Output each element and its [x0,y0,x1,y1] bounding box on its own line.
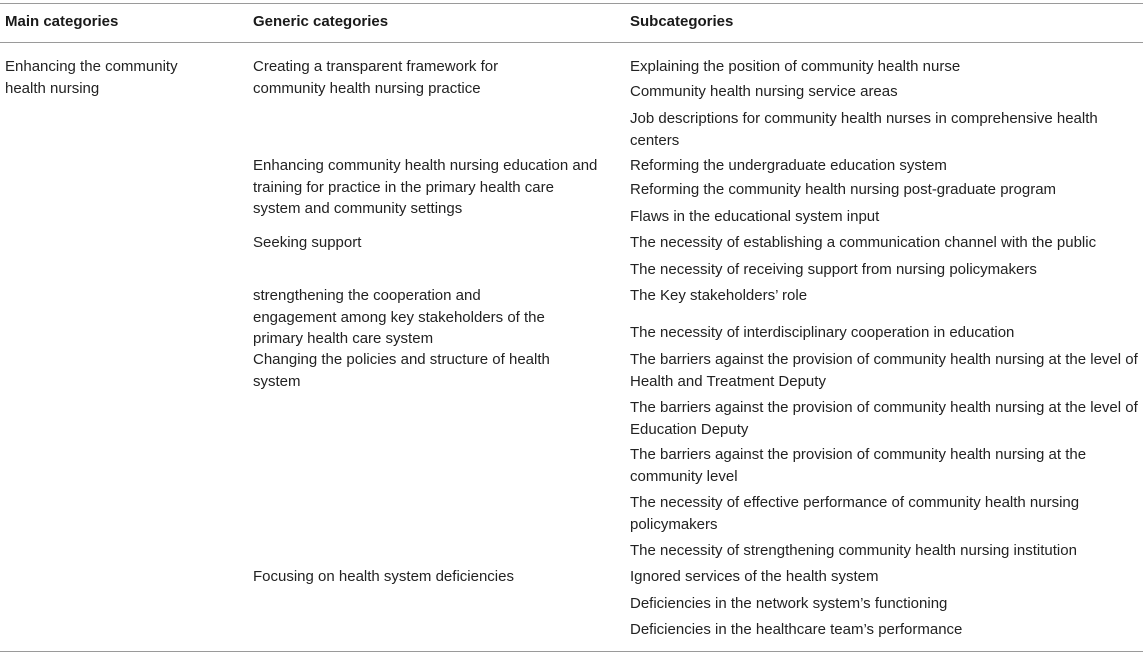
generic-category-cell: strengthening the cooperation and engagement among key stakeholders of the primary health care system [253,287,545,347]
header-generic-categories: Generic categories [253,13,389,30]
subcategory-cell: Ignored services of the health system [630,568,879,585]
subcategory-cell: Reforming the community health nursing post-graduate program [630,181,1057,198]
subcategory-cell: The barriers against the provision of community health nursing at the level of Education Deputy [630,399,1138,438]
subcategory-cell: The necessity of receiving support from nursing policymakers [630,261,1037,278]
header-main-categories: Main categories [5,13,119,30]
subcategory-cell: The barriers against the provision of community health nursing at the community level [630,446,1087,485]
table-top-rule [0,3,1143,4]
subcategory-cell: Flaws in the educational system input [630,208,880,225]
subcategory-cell: Explaining the position of community health nurse [630,58,961,75]
header-subcategories: Subcategories [630,13,734,30]
subcategory-cell: The Key stakeholders’ role [630,287,808,304]
subcategory-cell: Job descriptions for community health nurses in comprehensive health centers [630,110,1098,149]
generic-category-cell: Creating a transparent framework for community health nursing practice [253,58,499,97]
subcategory-cell: The necessity of establishing a communication channel with the public [630,234,1097,251]
generic-category-cell: Seeking support [253,234,362,251]
subcategory-cell: Deficiencies in the healthcare team’s performance [630,621,963,638]
subcategory-cell: Deficiencies in the network system’s functioning [630,595,948,612]
header-divider-rule [0,42,1143,43]
subcategory-cell: The necessity of strengthening community health nursing institution [630,542,1077,559]
subcategory-cell: The necessity of interdisciplinary cooperation in education [630,324,1015,341]
main-category-cell: Enhancing the community health nursing [5,58,178,97]
subcategory-cell: The barriers against the provision of community health nursing at the level of Health and Treatment Deputy [630,351,1138,390]
table-bottom-rule [0,651,1143,652]
generic-category-cell: Enhancing community health nursing education and training for practice in the primary health care system and community settings [253,157,598,217]
subcategory-cell: The necessity of effective performance of community health nursing policymakers [630,494,1080,533]
subcategory-cell: Community health nursing service areas [630,83,898,100]
generic-category-cell: Focusing on health system deficiencies [253,568,514,585]
generic-category-cell: Changing the policies and structure of health system [253,351,550,390]
subcategory-cell: Reforming the undergraduate education system [630,157,947,174]
